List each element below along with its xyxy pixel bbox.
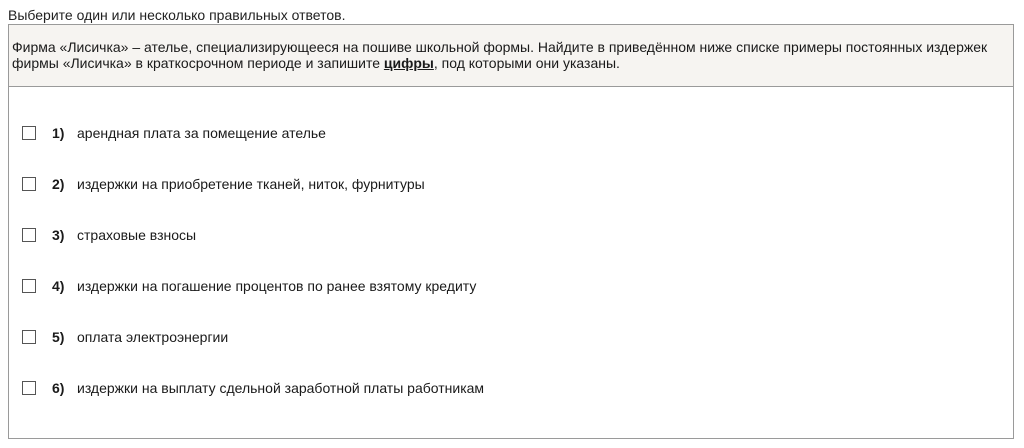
option-text: арендная плата за помещение ателье bbox=[77, 125, 326, 141]
option-text: издержки на приобретение тканей, ниток, фурнитуры bbox=[77, 176, 425, 192]
answer-option-2[interactable] bbox=[22, 174, 425, 194]
answer-option-5[interactable] bbox=[22, 327, 228, 347]
question-part-1: Фирма «Лисичка» – ателье, специализирующееся на пошиве школьной формы. Найдите в приведённом ниже списке примеры постоянных издержек фирмы «Лисичка» в краткосрочном периоде и запишите bbox=[12, 39, 988, 71]
answer-option-3[interactable] bbox=[22, 225, 196, 245]
option-number: 2) bbox=[52, 176, 65, 192]
question-part-2: , под которыми они указаны. bbox=[433, 55, 620, 71]
answer-option-4[interactable] bbox=[22, 276, 476, 296]
option-text: издержки на выплату сдельной заработной платы работникам bbox=[77, 380, 485, 396]
checkbox[interactable] bbox=[22, 330, 36, 344]
answer-option-1[interactable] bbox=[22, 123, 326, 143]
option-text: оплата электроэнергии bbox=[77, 329, 229, 345]
checkbox[interactable] bbox=[22, 177, 36, 191]
option-text: страховые взносы bbox=[77, 227, 197, 243]
checkbox[interactable] bbox=[22, 126, 36, 140]
option-number: 1) bbox=[52, 125, 65, 141]
option-number: 5) bbox=[52, 329, 65, 345]
answer-option-6[interactable] bbox=[22, 378, 484, 398]
question-text bbox=[9, 25, 1013, 87]
task-box bbox=[8, 24, 1014, 439]
option-number: 3) bbox=[52, 227, 65, 243]
option-text: издержки на погашение процентов по ранее взятому кредиту bbox=[77, 278, 477, 294]
checkbox[interactable] bbox=[22, 228, 36, 242]
question-emphasis: цифры bbox=[383, 55, 434, 71]
option-number: 6) bbox=[52, 380, 65, 396]
checkbox[interactable] bbox=[22, 279, 36, 293]
instruction-text: Выберите один или несколько правильных ответов. bbox=[8, 7, 346, 23]
option-number: 4) bbox=[52, 278, 65, 294]
checkbox[interactable] bbox=[22, 381, 36, 395]
